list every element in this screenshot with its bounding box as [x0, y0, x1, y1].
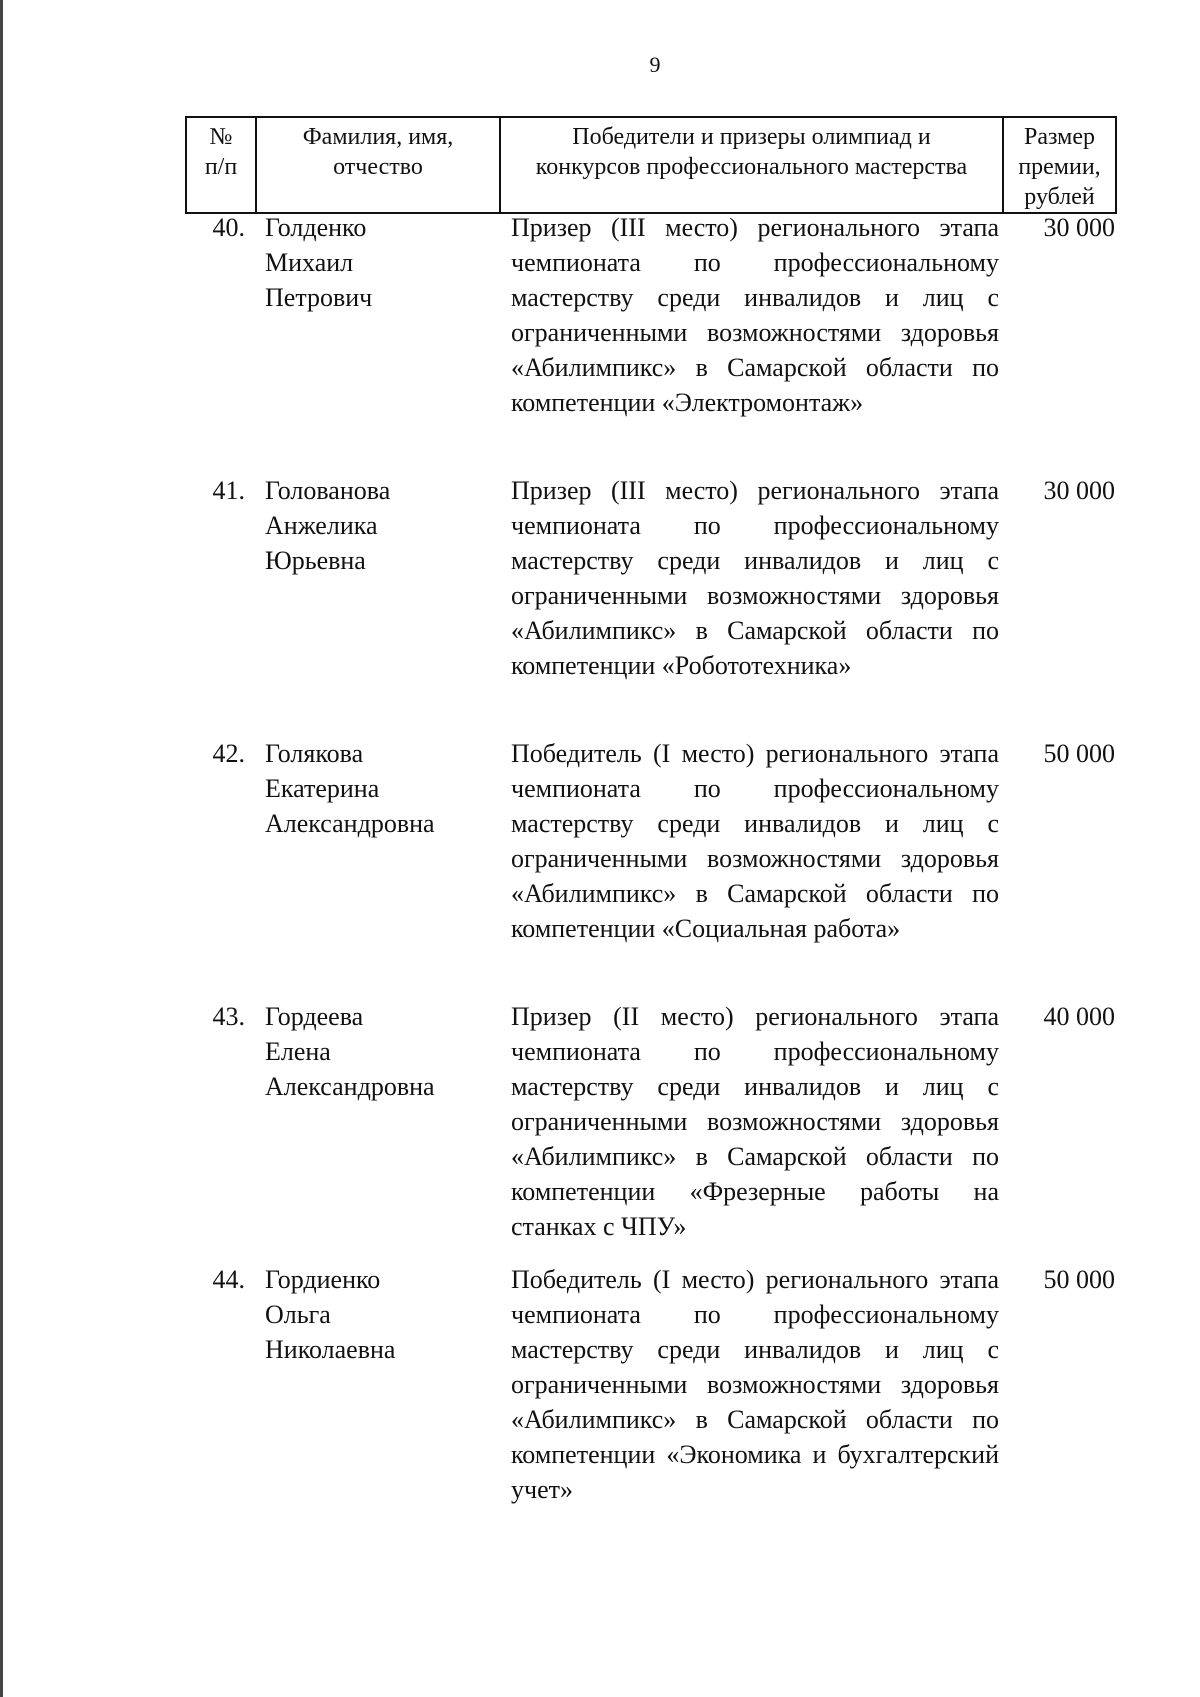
award-amount: 50 000 — [1043, 739, 1115, 768]
row-number: 41. — [212, 476, 245, 505]
table-row — [185, 736, 1115, 999]
surname: Голованова — [265, 476, 391, 505]
recipient-name — [265, 999, 465, 1104]
patronymic: Петрович — [265, 283, 373, 312]
header-amount-line: премии, — [1018, 154, 1101, 180]
given-name: Михаил — [265, 248, 354, 277]
given-name: Екатерина — [265, 774, 380, 803]
header-name — [256, 117, 500, 213]
awards-table-body — [185, 210, 1115, 1525]
awards-table-header — [185, 116, 1117, 214]
header-amount-line: рублей — [1024, 184, 1095, 210]
header-row — [186, 117, 1116, 213]
scan-edge — [0, 0, 3, 1697]
award-amount: 30 000 — [1043, 476, 1115, 505]
award-amount: 50 000 — [1043, 1265, 1115, 1294]
header-name-line: отчество — [333, 154, 423, 180]
award-amount: 30 000 — [1043, 213, 1115, 242]
patronymic: Юрьевна — [265, 546, 366, 575]
achievement-description: Призер (III место) регионального этапа чемпионата по профессиональному мастерству среди инвалидов и лиц с ограниченными возможностями здоровья «Абилимпикс» в Самарской области по компетенции «Электромонтаж» — [511, 213, 999, 417]
table-row — [185, 999, 1115, 1262]
patronymic: Александровна — [265, 809, 435, 838]
achievement-description: Победитель (I место) регионального этапа чемпионата по профессиональному мастерству среди инвалидов и лиц с ограниченными возможностями здоровья «Абилимпикс» в Самарской области по компетенции «Экономика и бухгалтерский учет» — [511, 1265, 999, 1504]
header-number-line: № — [209, 124, 233, 150]
header-number-line: п/п — [204, 154, 238, 180]
header-number — [186, 117, 256, 213]
surname: Гордеева — [265, 1002, 364, 1031]
recipient-name — [265, 1262, 465, 1367]
achievement-description: Призер (III место) регионального этапа чемпионата по профессиональному мастерству среди инвалидов и лиц с ограниченными возможностями здоровья «Абилимпикс» в Самарской области по компетенции «Робототехника» — [511, 476, 999, 680]
patronymic: Николаевна — [265, 1335, 396, 1364]
table-row — [185, 210, 1115, 473]
patronymic: Александровна — [265, 1072, 435, 1101]
surname: Голденко — [265, 213, 367, 242]
row-number: 43. — [212, 1002, 245, 1031]
surname: Голякова — [265, 739, 364, 768]
table-row — [185, 473, 1115, 736]
recipient-name — [265, 210, 465, 315]
row-number: 40. — [212, 213, 245, 242]
header-amount — [1003, 117, 1116, 213]
header-description — [500, 117, 1003, 213]
recipient-name — [265, 736, 465, 841]
table-row — [185, 1262, 1115, 1525]
given-name: Ольга — [265, 1300, 331, 1329]
header-name-line: Фамилия, имя, — [302, 124, 454, 150]
surname: Гордиенко — [265, 1265, 381, 1294]
row-number: 44. — [212, 1265, 245, 1294]
given-name: Елена — [265, 1037, 331, 1066]
header-description-line: Победители и призеры олимпиад и — [572, 124, 931, 150]
given-name: Анжелика — [265, 511, 378, 540]
recipient-name — [265, 473, 465, 578]
header-description-line: конкурсов профессионального мастерства — [535, 154, 968, 180]
achievement-description: Призер (II место) регионального этапа чемпионата по профессиональному мастерству среди инвалидов и лиц с ограниченными возможностями здоровья «Абилимпикс» в Самарской области по компетенции «Фрезерные работы на станках с ЧПУ» — [511, 1002, 999, 1241]
page-number: 9 — [649, 52, 661, 77]
row-number: 42. — [212, 739, 245, 768]
achievement-description: Победитель (I место) регионального этапа чемпионата по профессиональному мастерству среди инвалидов и лиц с ограниченными возможностями здоровья «Абилимпикс» в Самарской области по компетенции «Социальная работа» — [511, 739, 999, 943]
award-amount: 40 000 — [1043, 1002, 1115, 1031]
header-amount-line: Размер — [1024, 124, 1095, 150]
